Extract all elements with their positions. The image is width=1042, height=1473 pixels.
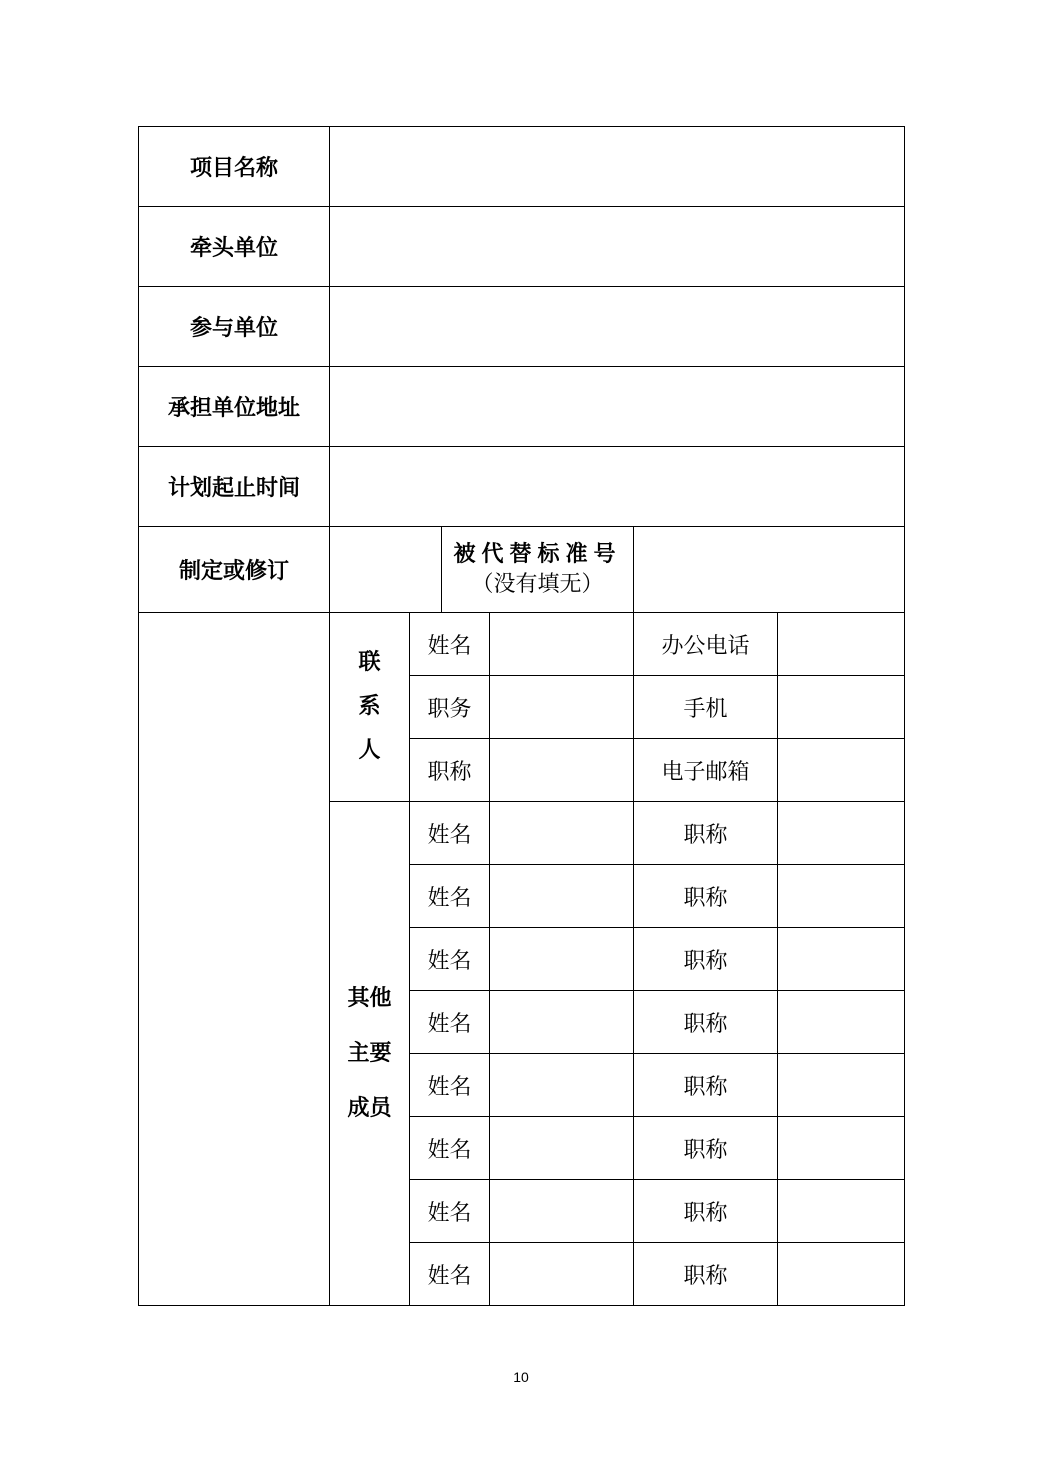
members-group-label: 其他主要成员 — [347, 986, 392, 1121]
contact-email-label: 电子邮箱 — [634, 739, 778, 802]
unit-address-label: 承担单位地址 — [139, 367, 330, 447]
project-form-table — [138, 126, 905, 1306]
members-group-label-cell — [330, 802, 410, 1306]
revision-field[interactable] — [330, 527, 442, 613]
member-name-label: 姓名 — [410, 991, 490, 1054]
member-title-field[interactable] — [778, 991, 905, 1054]
participating-unit-label: 参与单位 — [139, 287, 330, 367]
member-title-label: 职称 — [634, 991, 778, 1054]
project-name-label: 项目名称 — [139, 127, 330, 207]
contact-group-label: 联系人 — [358, 650, 381, 763]
planned-period-field[interactable] — [330, 447, 905, 527]
participating-unit-field[interactable] — [330, 287, 905, 367]
contact-email-field[interactable] — [778, 739, 905, 802]
row-participating-unit — [139, 287, 905, 367]
row-revision — [139, 527, 905, 613]
member-name-label: 姓名 — [410, 1243, 490, 1306]
member-title-label: 职称 — [634, 1117, 778, 1180]
member-title-label: 职称 — [634, 802, 778, 865]
contact-position-field[interactable] — [490, 676, 634, 739]
replaced-standard-label-line1: 被代替标准号 — [453, 541, 622, 567]
member-name-label: 姓名 — [410, 1054, 490, 1117]
contact-mobile-field[interactable] — [778, 676, 905, 739]
member-name-label: 姓名 — [410, 865, 490, 928]
member-name-field[interactable] — [490, 1117, 634, 1180]
member-title-label: 职称 — [634, 1180, 778, 1243]
member-name-field[interactable] — [490, 1054, 634, 1117]
unit-address-field[interactable] — [330, 367, 905, 447]
contact-row — [139, 613, 905, 676]
member-title-label: 职称 — [634, 865, 778, 928]
personnel-blank-cell — [139, 613, 330, 1306]
member-name-field[interactable] — [490, 1180, 634, 1243]
row-lead-unit — [139, 207, 905, 287]
member-name-label: 姓名 — [410, 928, 490, 991]
member-title-field[interactable] — [778, 1117, 905, 1180]
contact-office-phone-field[interactable] — [778, 613, 905, 676]
project-form-sheet — [138, 126, 904, 1328]
replaced-standard-label-line2: （没有填无） — [471, 571, 604, 597]
project-name-field[interactable] — [330, 127, 905, 207]
lead-unit-field[interactable] — [330, 207, 905, 287]
member-name-field[interactable] — [490, 1243, 634, 1306]
row-unit-address — [139, 367, 905, 447]
row-project-name — [139, 127, 905, 207]
member-name-label: 姓名 — [410, 1117, 490, 1180]
contact-title-label: 职称 — [410, 739, 490, 802]
member-title-field[interactable] — [778, 865, 905, 928]
replaced-standard-field[interactable] — [634, 527, 905, 613]
member-title-field[interactable] — [778, 1180, 905, 1243]
contact-title-field[interactable] — [490, 739, 634, 802]
contact-office-phone-label: 办公电话 — [634, 613, 778, 676]
member-title-field[interactable] — [778, 802, 905, 865]
row-planned-period — [139, 447, 905, 527]
planned-period-label: 计划起止时间 — [139, 447, 330, 527]
lead-unit-label: 牵头单位 — [139, 207, 330, 287]
member-title-field[interactable] — [778, 1243, 905, 1306]
revision-label: 制定或修订 — [139, 527, 330, 613]
member-name-label: 姓名 — [410, 802, 490, 865]
member-name-label: 姓名 — [410, 1180, 490, 1243]
contact-mobile-label: 手机 — [634, 676, 778, 739]
member-title-label: 职称 — [634, 1054, 778, 1117]
member-name-field[interactable] — [490, 865, 634, 928]
member-name-field[interactable] — [490, 928, 634, 991]
contact-group-label-cell — [330, 613, 410, 802]
page-number: 10 — [513, 1369, 529, 1385]
contact-position-label: 职务 — [410, 676, 490, 739]
contact-name-field[interactable] — [490, 613, 634, 676]
replaced-standard-label — [442, 527, 634, 613]
member-name-field[interactable] — [490, 991, 634, 1054]
member-title-field[interactable] — [778, 1054, 905, 1117]
member-title-label: 职称 — [634, 928, 778, 991]
member-title-field[interactable] — [778, 928, 905, 991]
contact-name-label: 姓名 — [410, 613, 490, 676]
member-name-field[interactable] — [490, 802, 634, 865]
member-title-label: 职称 — [634, 1243, 778, 1306]
